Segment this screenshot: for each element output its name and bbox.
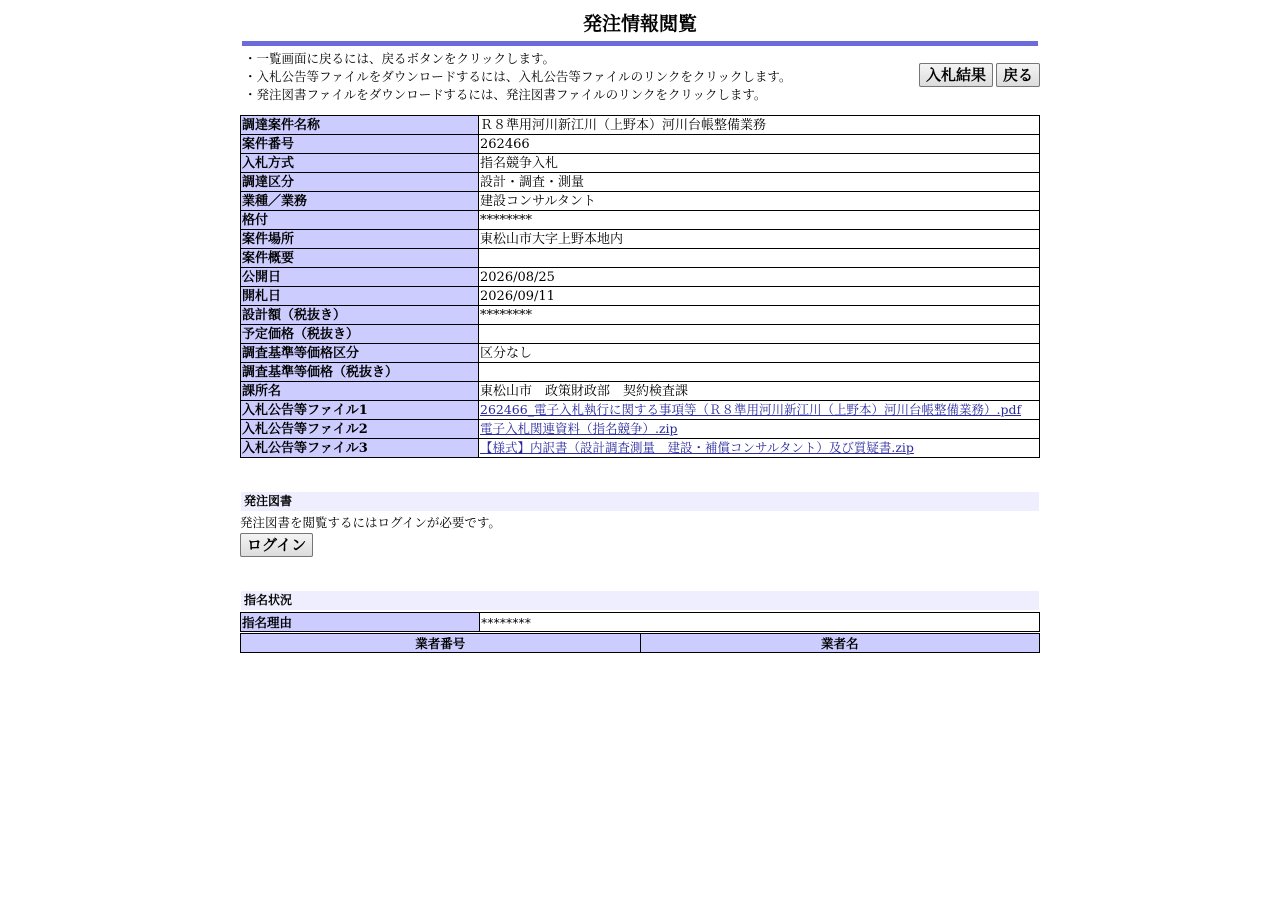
- file-value: [479, 439, 1040, 458]
- detail-value: ********: [479, 211, 1040, 230]
- nomination-reason-label: 指名理由: [241, 613, 480, 632]
- drawings-header: 発注図書: [241, 492, 1039, 511]
- table-row: [241, 613, 1040, 632]
- table-row: [241, 420, 1040, 439]
- nomination-section: [240, 591, 1040, 653]
- detail-table: [240, 115, 1040, 458]
- table-row: [241, 135, 1040, 154]
- instruction-line: ・発注図書ファイルをダウンロードするには、発注図書ファイルのリンクをクリックします。: [244, 87, 767, 102]
- table-row: [241, 363, 1040, 382]
- file-download-link[interactable]: 262466_電子入札執行に関する事項等（Ｒ８準用河川新江川（上野本）河川台帳整備業務）.pdf: [480, 402, 1022, 417]
- table-row: [241, 211, 1040, 230]
- file-value: [479, 401, 1040, 420]
- detail-value: 2026/09/11: [479, 287, 1040, 306]
- table-row: [241, 249, 1040, 268]
- file-value: [479, 420, 1040, 439]
- detail-value: 指名競争入札: [479, 154, 1040, 173]
- detail-label: 調査基準等価格（税抜き）: [241, 363, 479, 382]
- title-divider: [242, 41, 1038, 46]
- vendor-number-column-header: 業者番号: [241, 634, 641, 653]
- table-row: [241, 192, 1040, 211]
- table-row: [241, 306, 1040, 325]
- table-row: [241, 344, 1040, 363]
- table-row: [241, 401, 1040, 420]
- detail-label: 設計額（税抜き）: [241, 306, 479, 325]
- detail-label: 調査基準等価格区分: [241, 344, 479, 363]
- detail-label: 公開日: [241, 268, 479, 287]
- detail-value: [479, 325, 1040, 344]
- detail-value: 262466: [479, 135, 1040, 154]
- login-button[interactable]: ログイン: [240, 533, 313, 557]
- detail-label: 課所名: [241, 382, 479, 401]
- nomination-reason-value: ********: [480, 613, 1040, 632]
- page-title: 発注情報閲覧: [582, 13, 697, 35]
- file-label: 入札公告等ファイル1: [241, 401, 479, 420]
- drawings-section: [240, 492, 1040, 557]
- table-row: [241, 154, 1040, 173]
- detail-label: 調達区分: [241, 173, 479, 192]
- detail-value: 区分なし: [479, 344, 1040, 363]
- detail-value: 2026/08/25: [479, 268, 1040, 287]
- table-row: [241, 325, 1040, 344]
- instruction-line: ・入札公告等ファイルをダウンロードするには、入札公告等ファイルのリンクをクリックします。: [244, 69, 792, 84]
- file-label: 入札公告等ファイル2: [241, 420, 479, 439]
- table-row: [241, 116, 1040, 135]
- detail-value: Ｒ８準用河川新江川（上野本）河川台帳整備業務: [479, 116, 1040, 135]
- detail-label: 予定価格（税抜き）: [241, 325, 479, 344]
- vendor-table: [240, 633, 1040, 653]
- detail-label: 業種／業務: [241, 192, 479, 211]
- detail-value: 建設コンサルタント: [479, 192, 1040, 211]
- detail-label: 案件番号: [241, 135, 479, 154]
- instruction-line: ・一覧画面に戻るには、戻るボタンをクリックします。: [244, 51, 556, 66]
- nomination-header: 指名状況: [241, 591, 1039, 610]
- table-header-row: [241, 634, 1040, 653]
- detail-value: [479, 363, 1040, 382]
- back-button[interactable]: 戻る: [996, 63, 1040, 87]
- table-row: [241, 439, 1040, 458]
- instructions-block: [244, 50, 1040, 110]
- file-download-link[interactable]: 【様式】内訳書（設計調査測量 建設・補償コンサルタント）及び質疑書.zip: [480, 440, 914, 455]
- file-download-link[interactable]: 電子入札関連資料（指名競争）.zip: [480, 421, 678, 436]
- nomination-reason-table: [240, 612, 1040, 632]
- file-label: 入札公告等ファイル3: [241, 439, 479, 458]
- bid-result-button[interactable]: 入札結果: [919, 63, 993, 87]
- table-row: [241, 230, 1040, 249]
- detail-label: 格付: [241, 211, 479, 230]
- detail-label: 開札日: [241, 287, 479, 306]
- detail-value: [479, 249, 1040, 268]
- table-row: [241, 173, 1040, 192]
- detail-value: 設計・調査・測量: [479, 173, 1040, 192]
- detail-label: 案件場所: [241, 230, 479, 249]
- detail-value: ********: [479, 306, 1040, 325]
- detail-value: 東松山市 政策財政部 契約検査課: [479, 382, 1040, 401]
- table-row: [241, 382, 1040, 401]
- detail-label: 案件概要: [241, 249, 479, 268]
- login-required-note: 発注図書を閲覧するにはログインが必要です。: [240, 515, 501, 530]
- page-container: [240, 0, 1040, 653]
- table-row: [241, 287, 1040, 306]
- table-row: [241, 268, 1040, 287]
- detail-label: 調達案件名称: [241, 116, 479, 135]
- detail-label: 入札方式: [241, 154, 479, 173]
- vendor-name-column-header: 業者名: [640, 634, 1040, 653]
- detail-value: 東松山市大字上野本地内: [479, 230, 1040, 249]
- top-button-group: [919, 63, 1040, 87]
